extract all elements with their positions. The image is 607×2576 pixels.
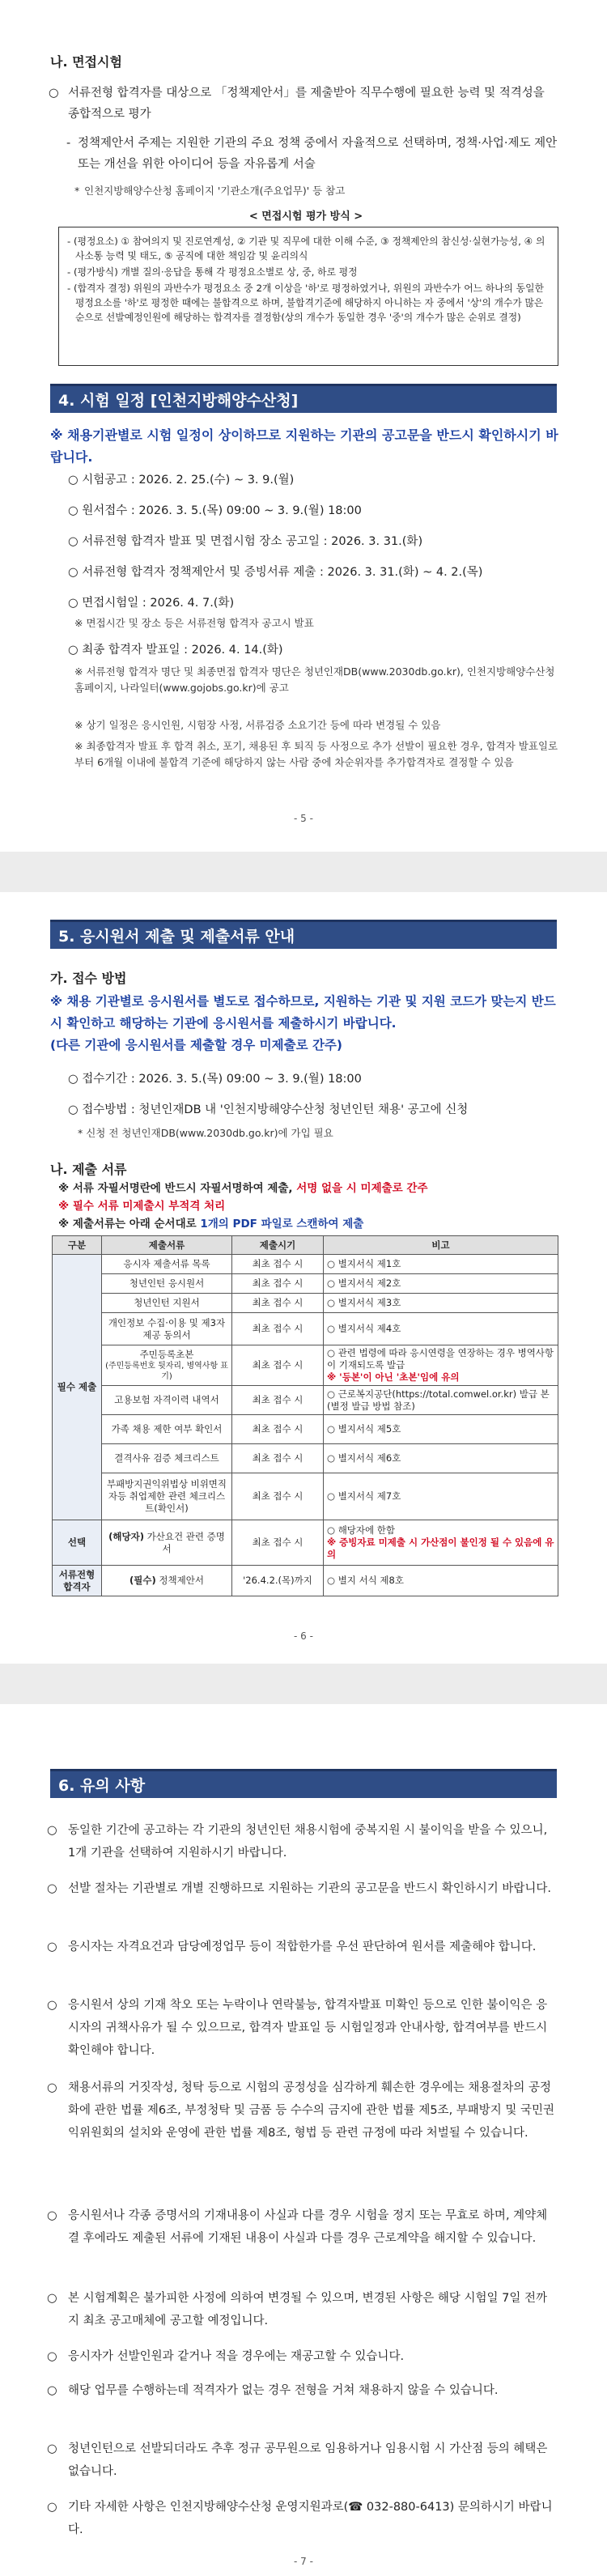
documents-notice-1: ※ 서류 자필서명란에 반드시 자필서명하여 제출, 서명 없을 시 미제출로 간주	[58, 1182, 428, 1195]
note-item: ○ 응시원서나 각종 증명서의 기재내용이 사실과 다를 경우 시험을 정지 또는 무효로 하며, 계약체결 후에라도 제출된 서류에 기재된 내용이 사실과 다를 경우 근로계약을 해지할 수 있습니다.	[47, 2209, 548, 2245]
table-row: 가족 채용 제한 여부 확인서 최초 접수 시 ○ 별지서식 제5호	[53, 1415, 558, 1444]
col-note: 비고	[324, 1236, 558, 1255]
schedule-note: ※ 최종합격자 발표 후 합격 취소, 포기, 채용된 후 퇴직 등 사정으로 추가 선발이 필요한 경우, 합격자 발표일로부터 6개월 이내에 불합격 기준에 해당하지 않는 사람 중에 차순위자를 추가합격자로 결정할 수 있음	[74, 740, 558, 768]
eval-method-box	[58, 227, 558, 366]
documents-table	[52, 1235, 558, 1596]
note-item: ○ 동일한 기간에 공고하는 각 기관의 청년인턴 채용시험에 중복지원 시 불이익을 받을 수 있으니, 1개 기관을 선택하여 지원하시기 바랍니다.	[47, 1824, 548, 1860]
table-row: 결격사유 검증 체크리스트 최초 접수 시 ○ 별지서식 제6호	[53, 1444, 558, 1473]
schedule-item: ○ 최종 합격자 발표일 : 2026. 4. 14.(화)	[68, 644, 283, 657]
col-document: 제출서류	[102, 1236, 232, 1255]
table-row: 청년인턴 응시원서 최초 접수 시 ○ 별지서식 제2호	[53, 1274, 558, 1294]
page-number: - 6 -	[294, 1630, 313, 1642]
application-period: ○ 접수기간 : 2026. 3. 5.(목) 09:00 ~ 3. 9.(월) 18:00	[68, 1073, 362, 1086]
col-time: 제출시기	[232, 1236, 324, 1255]
documents-notice-2: ※ 필수 서류 미제출시 부적격 처리	[58, 1200, 226, 1213]
category-optional: 선택	[53, 1520, 102, 1566]
eval-method-title: < 면접시험 평가 방식 >	[248, 210, 363, 223]
table-row: 청년인턴 지원서 최초 접수 시 ○ 별지서식 제3호	[53, 1294, 558, 1313]
interview-item-3: * 인천지방해양수산청 홈페이지 '기관소개(주요업무)' 등 참고	[74, 185, 346, 197]
note-item: ○ 기타 자세한 사항은 인천지방해양수산청 운영지원과로(☎ 032-880-6413) 문의하시기 바랍니다.	[47, 2501, 553, 2536]
schedule-notice: ※ 채용기관별로 시험 일정이 상이하므로 지원하는 기관의 공고문을 반드시 확인하시기 바랍니다.	[50, 427, 558, 465]
interview-section-title: 나. 면접시험	[50, 54, 122, 70]
schedule-item: ○ 서류전형 합격자 발표 및 면접시험 장소 공고일 : 2026. 3. 31.(화)	[68, 535, 423, 548]
documents-notice-3: ※ 제출서류는 아래 순서대로 1개의 PDF 파일로 스캔하여 제출	[58, 1218, 364, 1231]
schedule-item: ○ 시험공고 : 2026. 2. 25.(수) ~ 3. 9.(월)	[68, 474, 295, 487]
submission-notice: ※ 채용 기관별로 응시원서를 별도로 접수하므로, 지원하는 기관 및 지원 코드가 맞는지 반드시 확인하고 해당하는 기관에 응시원서를 제출하시기 바랍니다.	[50, 994, 556, 1031]
application-method: ○ 접수방법 : 청년인재DB 내 '인천지방해양수산청 청년인턴 채용' 공고에 신청	[68, 1103, 469, 1116]
page-5	[0, 0, 607, 852]
schedule-note: ※ 상기 일정은 응시인원, 시험장 사정, 서류검증 소요기간 등에 따라 변경될 수 있음	[74, 719, 441, 731]
note-item: ○ 청년인턴으로 선발되더라도 추후 정규 공무원으로 임용하거나 임용시험 시 가산점 등의 혜택은 없습니다.	[47, 2442, 548, 2478]
col-category: 구분	[53, 1236, 102, 1255]
submission-method-title: 가. 접수 방법	[50, 971, 127, 986]
note-item: ○ 응시자는 자격요건과 담당예정업무 등이 적합한가를 우선 판단하여 원서를 제출해야 합니다.	[47, 1941, 537, 1953]
table-row: 고용보험 자격이력 내역서 최초 접수 시 ○ 근로복지공단(https://total.comwel.or.kr) 발급 본 (별정 발급 방법 참조)	[53, 1386, 558, 1415]
note-item: ○ 채용서류의 거짓작성, 청탁 등으로 시험의 공정성을 심각하게 훼손한 경우에는 채용절차의 공정화에 관한 법률 제6조, 부정청탁 및 금품 등 수수의 금지에 관한 법률 제5조, 부패방지 및 국민권익위원회의 설치와 운영에 관한 법률 제8조, 형법 등 관련 규정에 따라 처벌될 수 있습니다.	[47, 2081, 555, 2140]
eval-item: - (평정요소) ① 참여의지 및 진로연계성, ② 기관 및 직무에 대한 이해 수준, ③ 정책제안의 참신성·실현가능성, ④ 의사소통 능력 및 태도, ⑤ 공직에 대한 책임감 및 윤리의식	[67, 236, 545, 261]
table-row: 필수 제출 응시자 제출서류 목록 최초 접수 시 ○ 별지서식 제1호	[53, 1255, 558, 1274]
page-7	[0, 1704, 607, 2576]
table-header-row	[53, 1236, 558, 1255]
note-item: ○ 응시원서 상의 기재 착오 또는 누락이나 연락불능, 합격자발표 미확인 등으로 인한 불이익은 응시자의 귀책사유가 될 수 있으므로, 합격자 발표일 등 시험일정과 안내사항, 합격여부를 반드시 확인해야 합니다.	[47, 1999, 548, 2057]
table-row: 부패방지권익위법상 비위면직자등 취업제한 관련 체크리스트(확인서) 최초 접수 시 ○ 별지서식 제7호	[53, 1473, 558, 1520]
schedule-item: ○ 면접시험일 : 2026. 4. 7.(화)	[68, 597, 235, 610]
note-item: ○ 선발 절차는 기관별로 개별 진행하므로 지원하는 기관의 공고문을 반드시 확인하시기 바랍니다.	[47, 1882, 551, 1895]
note-item: ○ 해당 업무를 수행하는데 적격자가 없는 경우 전형을 거쳐 채용하지 않을 수 있습니다.	[47, 2384, 499, 2397]
documents-title: 나. 제출 서류	[50, 1162, 127, 1177]
category-required: 필수 제출	[53, 1255, 102, 1520]
schedule-section-bar: 4. 시험 일정 [인천지방해양수산청]	[50, 384, 557, 413]
page-6	[0, 892, 607, 1664]
notes-section-bar: 6. 유의 사항	[50, 1769, 557, 1798]
eval-item: - (평가방식) 개별 질의·응답을 통해 각 평정요소별로 상, 중, 하로 평정	[67, 266, 358, 278]
schedule-item: ○ 원서접수 : 2026. 3. 5.(목) 09:00 ~ 3. 9.(월) 18:00	[68, 504, 362, 517]
table-row-pass: 서류전형 합격자 (필수) 정책제안서 '26.4.2.(목)까지 ○ 별지 서식 제8호	[53, 1566, 558, 1596]
page-number: - 5 -	[294, 813, 313, 824]
application-section-bar: 5. 응시원서 제출 및 제출서류 안내	[50, 920, 557, 949]
application-method-note: * 신청 전 청년인재DB(www.2030db.go.kr)에 가입 필요	[78, 1127, 333, 1139]
note-item: ○ 응시자가 선발인원과 같거나 적을 경우에는 재공고할 수 있습니다.	[47, 2350, 405, 2363]
schedule-note: ※ 서류전형 합격자 명단 및 최종면접 합격자 명단은 청년인재DB(www.2030db.go.kr), 인천지방해양수산청 홈페이지, 나라일터(www.gojobs.go.kr)에 공고	[74, 665, 555, 694]
note-item: ○ 본 시험계획은 불가피한 사정에 의하여 변경될 수 있으며, 변경된 사항은 해당 시험일 7일 전까지 최초 공고매체에 공고할 예정입니다.	[47, 2292, 548, 2327]
table-row: 개인정보 수집·이용 및 제3자 제공 동의서 최초 접수 시 ○ 별지서식 제4호	[53, 1313, 558, 1345]
page-number: - 7 -	[294, 2556, 313, 2567]
schedule-item: ○ 서류전형 합격자 정책제안서 및 증빙서류 제출 : 2026. 3. 31.(화) ~ 4. 2.(목)	[68, 566, 483, 579]
interview-item-2: - 정책제안서 주제는 지원한 기관의 주요 정책 중에서 자율적으로 선택하며, 정책·사업·제도 제안 또는 개선을 위한 아이디어 등을 자유롭게 서술	[66, 137, 558, 171]
schedule-note: ※ 면접시간 및 장소 등은 서류전형 합격자 공고시 발표	[74, 617, 314, 629]
eval-item: - (합격자 결정) 위원의 과반수가 평정요소 중 2개 이상을 '하'로 평정하였거나, 위원의 과반수가 어느 하나의 동일한 평정요소를 '하'로 평정한 때에는 불합격으로 하며, 불합격기준에 해당하지 아니하는 자 중에서 '상'의 개수가 많은 순으로 선발예정인원에 해당하는 합격자를 결정함(상의 개수가 동일한 경우 '중'의 개수가 많은 순위로 결정)	[67, 283, 544, 323]
table-row-optional: 선택 (해당자) 가산요건 관련 증명서 최초 접수 시 ○ 해당자에 한함 ※ 증빙자료 미제출 시 가산점이 불인정 될 수 있음에 유의	[53, 1520, 558, 1566]
table-row: 주민등록초본 (주민등록번호 뒷자리, 병역사항 표기) 최초 접수 시 ○ 관련 법령에 따라 응시연령을 연장하는 경우 병역사항이 기재되도록 발급 ※ '등본'이 아닌 '초본'임에 유의	[53, 1345, 558, 1386]
category-pass: 서류전형 합격자	[53, 1566, 102, 1596]
interview-item-1: ○ 서류전형 합격자를 대상으로 「정책제안서」를 제출받아 직무수행에 필요한 능력 및 적격성을 종합적으로 평가	[49, 87, 545, 121]
submission-notice-2: (다른 기관에 응시원서를 제출할 경우 미제출로 간주)	[50, 1038, 342, 1052]
